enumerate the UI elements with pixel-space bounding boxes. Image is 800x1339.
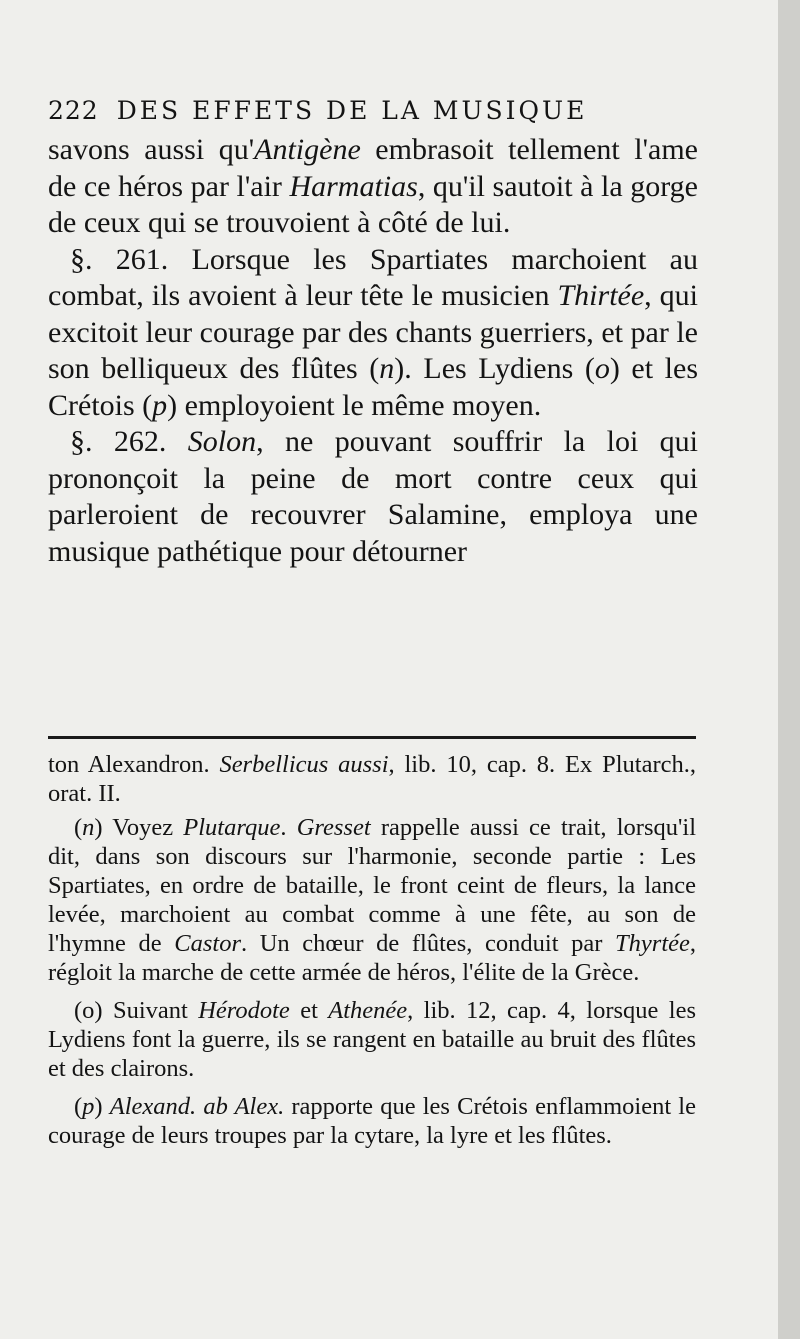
running-header bbox=[48, 96, 698, 125]
italic-text: Alexand. ab Alex. bbox=[109, 1093, 285, 1120]
text-run: §. 261. Lorsque les Spartiates marchoient au combat, ils avoient à leur tête le musicien bbox=[48, 242, 698, 312]
text-run: rappelle aussi ce trait, lorsqu'il dit, dans son discours sur l'harmonie, seconde partie : Les Spartiates, en ordre de bataille, le front ceint de fleurs, la lance levée, marchoient au combat comme à une fête, au son de l'hymne de bbox=[48, 814, 697, 957]
footnote-continuation bbox=[48, 750, 696, 808]
italic-text: p bbox=[82, 1093, 95, 1120]
text-run: et bbox=[289, 997, 329, 1024]
text-run: ) Voyez bbox=[94, 814, 184, 841]
text-run: savons aussi qu' bbox=[48, 133, 255, 166]
text-run: , ne pouvant souffrir la loi qui prononçoit la peine de mort contre ceux qui parleroient de recouvrer Salamine, employa une musique pathétique pour détourner bbox=[48, 425, 698, 568]
footnote-separator bbox=[48, 736, 696, 739]
italic-text: Serbellicus aussi bbox=[219, 751, 389, 778]
main-text bbox=[48, 132, 698, 570]
text-run: ) employoient le même moyen. bbox=[167, 388, 542, 422]
italic-text: Hérodote bbox=[198, 997, 290, 1024]
footnote-o bbox=[48, 996, 696, 1083]
text-run: §. 262. bbox=[70, 425, 188, 458]
italic-text: n bbox=[379, 352, 395, 385]
text-run: . Un chœur de flûtes, conduit par bbox=[240, 930, 616, 957]
text-run: ton Alexandron. bbox=[48, 751, 220, 778]
page-gutter-shadow bbox=[778, 0, 800, 1339]
text-run: ( bbox=[74, 1093, 83, 1120]
italic-text: n bbox=[82, 814, 95, 841]
text-run: , lib. 10, cap. 8. Ex Plutarch., orat. II. bbox=[48, 751, 696, 807]
text-run: , lib. 12, cap. 4, lorsque les Lydiens font la guerre, ils se rangent en bataille au bruit des flûtes et des clairons. bbox=[48, 997, 696, 1082]
italic-text: Castor bbox=[174, 930, 241, 957]
text-run: rapporte que les Crétois enflammoient le courage de leurs troupes par la cytare, la lyre et les flûtes. bbox=[48, 1093, 696, 1149]
footnote-n bbox=[48, 813, 696, 987]
italic-text: o bbox=[594, 352, 610, 385]
italic-text: Athenée bbox=[328, 997, 408, 1024]
text-run: , régloit la marche de cette armée de héros, l'élite de la Grèce. bbox=[48, 930, 697, 986]
footnotes bbox=[48, 750, 696, 1150]
text-run: embrasoit tellement l'ame de ce héros par l'air bbox=[48, 133, 698, 203]
italic-text: Solon bbox=[187, 425, 257, 458]
paragraph-section-261 bbox=[48, 242, 698, 425]
page-number: 222 bbox=[48, 96, 99, 125]
running-title: DES EFFETS DE LA MUSIQUE bbox=[116, 96, 588, 125]
text-run: (o) Suivant bbox=[74, 997, 199, 1024]
footnote-p bbox=[48, 1092, 696, 1150]
italic-text: Harmatias bbox=[289, 169, 418, 203]
italic-text: Antigène bbox=[254, 133, 361, 166]
italic-text: Thyrtée bbox=[615, 930, 690, 957]
text-run: ). Les Lydiens ( bbox=[394, 352, 595, 385]
paragraph-continuation bbox=[48, 132, 698, 242]
italic-text: Plutarque bbox=[183, 814, 281, 841]
text-run: ) bbox=[94, 1093, 110, 1120]
text-run: , qu'il sautoit à la gorge de ceux qui se trouvoient à côté de lui. bbox=[48, 169, 698, 239]
text-run: . bbox=[280, 814, 297, 841]
italic-text: p bbox=[152, 388, 168, 422]
text-run: , qui excitoit leur courage par des chants guerriers, et par le son belliqueux des flûtes ( bbox=[48, 279, 698, 385]
text-run: ) et les Crétois ( bbox=[48, 352, 698, 422]
paragraph-section-262 bbox=[48, 424, 698, 570]
italic-text: Gresset bbox=[296, 814, 371, 841]
italic-text: Thirtée bbox=[557, 279, 645, 312]
text-run: ( bbox=[74, 814, 83, 841]
